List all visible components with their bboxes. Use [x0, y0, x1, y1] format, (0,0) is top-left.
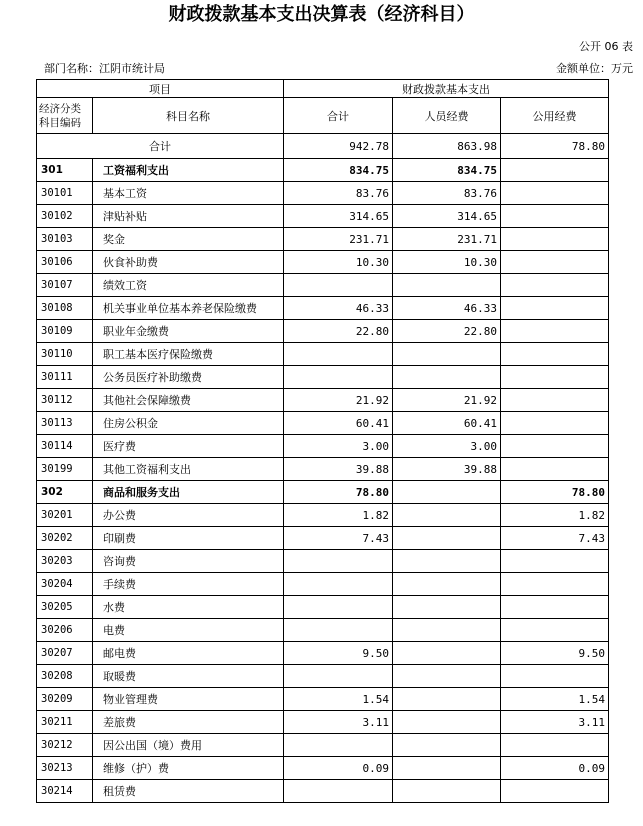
table-row — [37, 757, 609, 780]
table-row — [37, 711, 609, 734]
row-name: 基本工资 — [93, 182, 284, 205]
table-row — [37, 228, 609, 251]
row-public — [501, 780, 609, 803]
row-code: 30201 — [37, 504, 93, 527]
row-total — [284, 780, 393, 803]
row-code: 30208 — [37, 665, 93, 688]
row-total: 834.75 — [284, 159, 393, 182]
row-code: 30211 — [37, 711, 93, 734]
row-public — [501, 734, 609, 757]
row-public — [501, 159, 609, 182]
table-row — [37, 504, 609, 527]
total-personnel: 863.98 — [393, 134, 501, 159]
row-total: 78.80 — [284, 481, 393, 504]
row-personnel: 83.76 — [393, 182, 501, 205]
row-public — [501, 320, 609, 343]
row-total: 0.09 — [284, 757, 393, 780]
table-row — [37, 550, 609, 573]
department-name: 部门名称：江阴市统计局 — [44, 62, 165, 75]
row-code: 30114 — [37, 435, 93, 458]
row-total — [284, 734, 393, 757]
total-label: 合计 — [37, 134, 284, 159]
row-public — [501, 182, 609, 205]
row-code: 30110 — [37, 343, 93, 366]
row-personnel: 60.41 — [393, 412, 501, 435]
row-total: 22.80 — [284, 320, 393, 343]
row-name: 其他工资福利支出 — [93, 458, 284, 481]
row-name: 津贴补贴 — [93, 205, 284, 228]
row-name: 物业管理费 — [93, 688, 284, 711]
row-public — [501, 228, 609, 251]
row-code: 30213 — [37, 757, 93, 780]
row-code: 30203 — [37, 550, 93, 573]
row-name: 印刷费 — [93, 527, 284, 550]
table-row — [37, 458, 609, 481]
header-code: 经济分类科目编码 — [37, 98, 93, 134]
row-total — [284, 550, 393, 573]
header-item: 项目 — [37, 80, 284, 98]
row-personnel: 231.71 — [393, 228, 501, 251]
row-name: 奖金 — [93, 228, 284, 251]
row-public — [501, 297, 609, 320]
row-personnel — [393, 688, 501, 711]
row-name: 差旅费 — [93, 711, 284, 734]
row-name: 工资福利支出 — [93, 159, 284, 182]
row-personnel: 10.30 — [393, 251, 501, 274]
row-name: 商品和服务支出 — [93, 481, 284, 504]
table-row — [37, 573, 609, 596]
row-total: 3.11 — [284, 711, 393, 734]
row-public: 9.50 — [501, 642, 609, 665]
row-public: 1.82 — [501, 504, 609, 527]
row-personnel — [393, 596, 501, 619]
row-personnel — [393, 780, 501, 803]
row-public — [501, 435, 609, 458]
row-code: 301 — [37, 159, 93, 182]
row-code: 30204 — [37, 573, 93, 596]
row-total: 3.00 — [284, 435, 393, 458]
header-name: 科目名称 — [93, 98, 284, 134]
row-total: 314.65 — [284, 205, 393, 228]
amount-unit: 金额单位：万元 — [556, 62, 633, 75]
row-code: 30101 — [37, 182, 93, 205]
row-personnel: 314.65 — [393, 205, 501, 228]
row-code: 302 — [37, 481, 93, 504]
table-row — [37, 389, 609, 412]
row-public — [501, 412, 609, 435]
row-code: 30111 — [37, 366, 93, 389]
row-name: 职工基本医疗保险缴费 — [93, 343, 284, 366]
row-personnel — [393, 711, 501, 734]
total-total: 942.78 — [284, 134, 393, 159]
row-personnel — [393, 343, 501, 366]
row-name: 咨询费 — [93, 550, 284, 573]
row-public — [501, 665, 609, 688]
row-total: 21.92 — [284, 389, 393, 412]
header-public: 公用经费 — [501, 98, 609, 134]
row-code: 30214 — [37, 780, 93, 803]
row-public: 0.09 — [501, 757, 609, 780]
row-public — [501, 458, 609, 481]
header-personnel: 人员经费 — [393, 98, 501, 134]
header-total: 合计 — [284, 98, 393, 134]
table-row — [37, 297, 609, 320]
row-code: 30212 — [37, 734, 93, 757]
row-total: 60.41 — [284, 412, 393, 435]
table-row — [37, 251, 609, 274]
row-personnel — [393, 665, 501, 688]
row-name: 公务员医疗补助缴费 — [93, 366, 284, 389]
table-row — [37, 665, 609, 688]
row-total — [284, 274, 393, 297]
row-personnel: 22.80 — [393, 320, 501, 343]
total-row — [37, 134, 609, 159]
row-code: 30199 — [37, 458, 93, 481]
row-total: 10.30 — [284, 251, 393, 274]
row-personnel — [393, 642, 501, 665]
row-total: 231.71 — [284, 228, 393, 251]
row-code: 30108 — [37, 297, 93, 320]
total-public: 78.80 — [501, 134, 609, 159]
row-public — [501, 205, 609, 228]
row-name: 伙食补助费 — [93, 251, 284, 274]
row-total — [284, 665, 393, 688]
row-name: 手续费 — [93, 573, 284, 596]
row-total: 83.76 — [284, 182, 393, 205]
row-code: 30107 — [37, 274, 93, 297]
table-row — [37, 688, 609, 711]
row-total: 1.54 — [284, 688, 393, 711]
row-public — [501, 619, 609, 642]
table-row — [37, 596, 609, 619]
row-code: 30103 — [37, 228, 93, 251]
row-total — [284, 596, 393, 619]
row-public — [501, 596, 609, 619]
row-code: 30113 — [37, 412, 93, 435]
row-personnel — [393, 366, 501, 389]
row-code: 30106 — [37, 251, 93, 274]
table-row — [37, 182, 609, 205]
row-name: 取暖费 — [93, 665, 284, 688]
row-personnel — [393, 274, 501, 297]
header-row-2 — [37, 98, 609, 134]
row-name: 其他社会保障缴费 — [93, 389, 284, 412]
table-row — [37, 780, 609, 803]
row-code: 30112 — [37, 389, 93, 412]
category-row — [37, 159, 609, 182]
expenditure-table — [36, 79, 609, 803]
row-total: 46.33 — [284, 297, 393, 320]
row-personnel: 3.00 — [393, 435, 501, 458]
table-row — [37, 320, 609, 343]
row-personnel — [393, 573, 501, 596]
row-code: 30109 — [37, 320, 93, 343]
row-personnel — [393, 619, 501, 642]
row-name: 电费 — [93, 619, 284, 642]
row-public — [501, 251, 609, 274]
row-code: 30202 — [37, 527, 93, 550]
header-budget-group: 财政拨款基本支出 — [284, 80, 609, 98]
row-name: 水费 — [93, 596, 284, 619]
row-total: 7.43 — [284, 527, 393, 550]
row-name: 职业年金缴费 — [93, 320, 284, 343]
row-code: 30205 — [37, 596, 93, 619]
table-row — [37, 642, 609, 665]
table-row — [37, 343, 609, 366]
row-public — [501, 573, 609, 596]
row-total — [284, 366, 393, 389]
row-name: 住房公积金 — [93, 412, 284, 435]
row-name: 办公费 — [93, 504, 284, 527]
table-row — [37, 619, 609, 642]
page-title: 财政拨款基本支出决算表（经济科目） — [168, 4, 475, 25]
row-total — [284, 619, 393, 642]
row-public — [501, 389, 609, 412]
table-row — [37, 412, 609, 435]
row-public: 1.54 — [501, 688, 609, 711]
row-personnel — [393, 757, 501, 780]
row-code: 30206 — [37, 619, 93, 642]
row-personnel: 46.33 — [393, 297, 501, 320]
row-code: 30209 — [37, 688, 93, 711]
row-name: 邮电费 — [93, 642, 284, 665]
row-name: 租赁费 — [93, 780, 284, 803]
table-row — [37, 734, 609, 757]
category-row — [37, 481, 609, 504]
row-personnel: 21.92 — [393, 389, 501, 412]
row-public: 7.43 — [501, 527, 609, 550]
row-name: 维修（护）费 — [93, 757, 284, 780]
form-number: 公开 06 表 — [579, 40, 633, 53]
table-row — [37, 435, 609, 458]
row-personnel: 39.88 — [393, 458, 501, 481]
row-personnel: 834.75 — [393, 159, 501, 182]
row-total — [284, 573, 393, 596]
row-personnel — [393, 550, 501, 573]
row-name: 医疗费 — [93, 435, 284, 458]
row-personnel — [393, 734, 501, 757]
row-public — [501, 343, 609, 366]
row-code: 30102 — [37, 205, 93, 228]
row-total: 9.50 — [284, 642, 393, 665]
row-name: 绩效工资 — [93, 274, 284, 297]
row-personnel — [393, 504, 501, 527]
row-total: 39.88 — [284, 458, 393, 481]
row-public: 3.11 — [501, 711, 609, 734]
row-public — [501, 366, 609, 389]
row-public: 78.80 — [501, 481, 609, 504]
table-row — [37, 274, 609, 297]
row-code: 30207 — [37, 642, 93, 665]
row-public — [501, 550, 609, 573]
table-row — [37, 527, 609, 550]
row-name: 因公出国（境）费用 — [93, 734, 284, 757]
header-row-1 — [37, 80, 609, 98]
table-row — [37, 205, 609, 228]
row-personnel — [393, 527, 501, 550]
row-personnel — [393, 481, 501, 504]
row-public — [501, 274, 609, 297]
row-total — [284, 343, 393, 366]
row-name: 机关事业单位基本养老保险缴费 — [93, 297, 284, 320]
row-total: 1.82 — [284, 504, 393, 527]
table-row — [37, 366, 609, 389]
